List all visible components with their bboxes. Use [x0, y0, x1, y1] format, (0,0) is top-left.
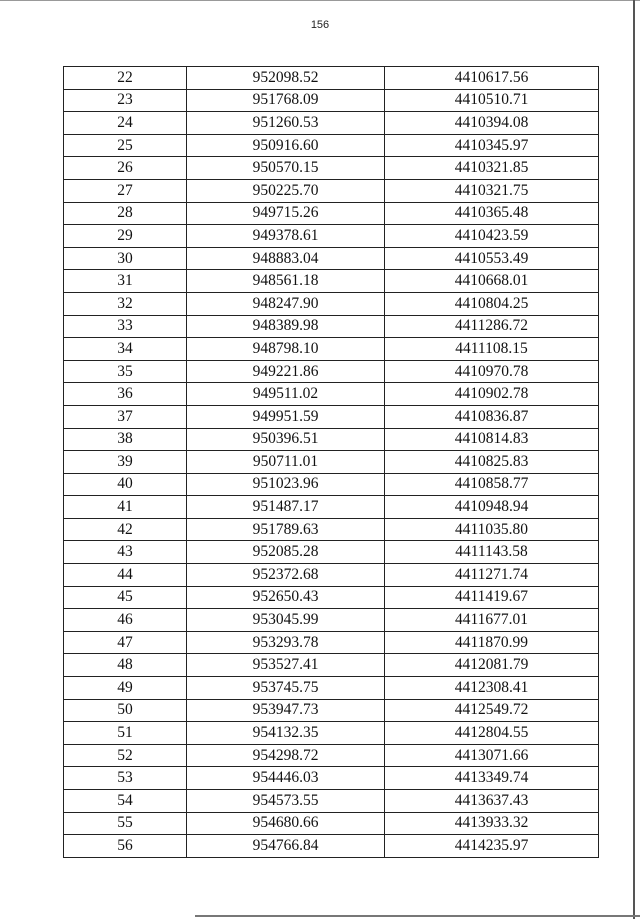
y-coordinate-cell: 4410948.94 [385, 496, 599, 519]
x-coordinate-cell: 951487.17 [187, 496, 385, 519]
x-coordinate-cell: 953947.73 [187, 699, 385, 722]
x-coordinate-cell: 953527.41 [187, 654, 385, 677]
x-coordinate-cell: 953045.99 [187, 609, 385, 632]
y-coordinate-cell: 4411870.99 [385, 631, 599, 654]
y-coordinate-cell: 4410321.85 [385, 157, 599, 180]
table-row [64, 518, 599, 541]
table-row [64, 360, 599, 383]
y-coordinate-cell: 4411271.74 [385, 564, 599, 587]
coordinate-table [63, 66, 599, 858]
point-number-cell: 26 [64, 157, 187, 180]
point-number-cell: 35 [64, 360, 187, 383]
point-number-cell: 30 [64, 247, 187, 270]
x-coordinate-cell: 954298.72 [187, 744, 385, 767]
coordinate-table-body [64, 67, 599, 858]
x-coordinate-cell: 950225.70 [187, 179, 385, 202]
x-coordinate-cell: 950396.51 [187, 428, 385, 451]
point-number-cell: 47 [64, 631, 187, 654]
table-row [64, 631, 599, 654]
y-coordinate-cell: 4412549.72 [385, 699, 599, 722]
point-number-cell: 55 [64, 812, 187, 835]
point-number-cell: 24 [64, 112, 187, 135]
point-number-cell: 39 [64, 451, 187, 474]
x-coordinate-cell: 948883.04 [187, 247, 385, 270]
point-number-cell: 44 [64, 564, 187, 587]
y-coordinate-cell: 4410836.87 [385, 405, 599, 428]
point-number-cell: 42 [64, 518, 187, 541]
y-coordinate-cell: 4411108.15 [385, 338, 599, 361]
point-number-cell: 50 [64, 699, 187, 722]
y-coordinate-cell: 4410423.59 [385, 225, 599, 248]
x-coordinate-cell: 950916.60 [187, 134, 385, 157]
table-row [64, 225, 599, 248]
y-coordinate-cell: 4410858.77 [385, 473, 599, 496]
y-coordinate-cell: 4413071.66 [385, 744, 599, 767]
y-coordinate-cell: 4410902.78 [385, 383, 599, 406]
table-row [64, 270, 599, 293]
y-coordinate-cell: 4410365.48 [385, 202, 599, 225]
table-row [64, 767, 599, 790]
table-row [64, 247, 599, 270]
y-coordinate-cell: 4410553.49 [385, 247, 599, 270]
x-coordinate-cell: 951260.53 [187, 112, 385, 135]
table-row [64, 338, 599, 361]
table-row [64, 292, 599, 315]
table-row [64, 383, 599, 406]
table-row [64, 790, 599, 813]
page-edge-bottom [195, 915, 640, 917]
y-coordinate-cell: 4410510.71 [385, 89, 599, 112]
page-edge-top [0, 0, 640, 1]
table-row [64, 67, 599, 90]
point-number-cell: 41 [64, 496, 187, 519]
x-coordinate-cell: 951023.96 [187, 473, 385, 496]
x-coordinate-cell: 949221.86 [187, 360, 385, 383]
point-number-cell: 29 [64, 225, 187, 248]
table-row [64, 496, 599, 519]
table-row [64, 157, 599, 180]
x-coordinate-cell: 949951.59 [187, 405, 385, 428]
y-coordinate-cell: 4410345.97 [385, 134, 599, 157]
x-coordinate-cell: 949378.61 [187, 225, 385, 248]
x-coordinate-cell: 948389.98 [187, 315, 385, 338]
y-coordinate-cell: 4411035.80 [385, 518, 599, 541]
table-row [64, 677, 599, 700]
table-row [64, 654, 599, 677]
x-coordinate-cell: 948798.10 [187, 338, 385, 361]
x-coordinate-cell: 952098.52 [187, 67, 385, 90]
x-coordinate-cell: 948561.18 [187, 270, 385, 293]
y-coordinate-cell: 4412081.79 [385, 654, 599, 677]
table-row [64, 564, 599, 587]
x-coordinate-cell: 952085.28 [187, 541, 385, 564]
point-number-cell: 54 [64, 790, 187, 813]
point-number-cell: 34 [64, 338, 187, 361]
y-coordinate-cell: 4410394.08 [385, 112, 599, 135]
x-coordinate-cell: 954446.03 [187, 767, 385, 790]
point-number-cell: 33 [64, 315, 187, 338]
point-number-cell: 52 [64, 744, 187, 767]
table-row [64, 473, 599, 496]
y-coordinate-cell: 4411143.58 [385, 541, 599, 564]
point-number-cell: 48 [64, 654, 187, 677]
x-coordinate-cell: 948247.90 [187, 292, 385, 315]
point-number-cell: 49 [64, 677, 187, 700]
point-number-cell: 31 [64, 270, 187, 293]
y-coordinate-cell: 4411677.01 [385, 609, 599, 632]
x-coordinate-cell: 949715.26 [187, 202, 385, 225]
x-coordinate-cell: 950570.15 [187, 157, 385, 180]
x-coordinate-cell: 952372.68 [187, 564, 385, 587]
x-coordinate-cell: 950711.01 [187, 451, 385, 474]
x-coordinate-cell: 954573.55 [187, 790, 385, 813]
page-edge-right [633, 0, 635, 919]
x-coordinate-cell: 954680.66 [187, 812, 385, 835]
y-coordinate-cell: 4410814.83 [385, 428, 599, 451]
y-coordinate-cell: 4410668.01 [385, 270, 599, 293]
table-row [64, 541, 599, 564]
x-coordinate-cell: 949511.02 [187, 383, 385, 406]
table-row [64, 609, 599, 632]
x-coordinate-cell: 951768.09 [187, 89, 385, 112]
point-number-cell: 51 [64, 722, 187, 745]
point-number-cell: 53 [64, 767, 187, 790]
table-row [64, 451, 599, 474]
table-row [64, 722, 599, 745]
table-row [64, 134, 599, 157]
table-row [64, 744, 599, 767]
point-number-cell: 40 [64, 473, 187, 496]
x-coordinate-cell: 952650.43 [187, 586, 385, 609]
point-number-cell: 23 [64, 89, 187, 112]
table-row [64, 112, 599, 135]
point-number-cell: 28 [64, 202, 187, 225]
y-coordinate-cell: 4410825.83 [385, 451, 599, 474]
y-coordinate-cell: 4414235.97 [385, 835, 599, 858]
y-coordinate-cell: 4410321.75 [385, 179, 599, 202]
point-number-cell: 32 [64, 292, 187, 315]
x-coordinate-cell: 954766.84 [187, 835, 385, 858]
y-coordinate-cell: 4413349.74 [385, 767, 599, 790]
table-row [64, 812, 599, 835]
point-number-cell: 38 [64, 428, 187, 451]
y-coordinate-cell: 4413933.32 [385, 812, 599, 835]
point-number-cell: 22 [64, 67, 187, 90]
point-number-cell: 37 [64, 405, 187, 428]
table-row [64, 586, 599, 609]
y-coordinate-cell: 4410804.25 [385, 292, 599, 315]
y-coordinate-cell: 4412308.41 [385, 677, 599, 700]
point-number-cell: 56 [64, 835, 187, 858]
table-row [64, 315, 599, 338]
point-number-cell: 36 [64, 383, 187, 406]
point-number-cell: 27 [64, 179, 187, 202]
y-coordinate-cell: 4413637.43 [385, 790, 599, 813]
y-coordinate-cell: 4410970.78 [385, 360, 599, 383]
table-row [64, 428, 599, 451]
point-number-cell: 25 [64, 134, 187, 157]
y-coordinate-cell: 4411419.67 [385, 586, 599, 609]
table-row [64, 405, 599, 428]
y-coordinate-cell: 4410617.56 [385, 67, 599, 90]
table-row [64, 89, 599, 112]
page-number: 156 [310, 19, 330, 31]
point-number-cell: 45 [64, 586, 187, 609]
point-number-cell: 46 [64, 609, 187, 632]
table-row [64, 835, 599, 858]
x-coordinate-cell: 953745.75 [187, 677, 385, 700]
x-coordinate-cell: 951789.63 [187, 518, 385, 541]
y-coordinate-cell: 4411286.72 [385, 315, 599, 338]
point-number-cell: 43 [64, 541, 187, 564]
x-coordinate-cell: 953293.78 [187, 631, 385, 654]
y-coordinate-cell: 4412804.55 [385, 722, 599, 745]
table-row [64, 699, 599, 722]
table-row [64, 179, 599, 202]
table-row [64, 202, 599, 225]
x-coordinate-cell: 954132.35 [187, 722, 385, 745]
